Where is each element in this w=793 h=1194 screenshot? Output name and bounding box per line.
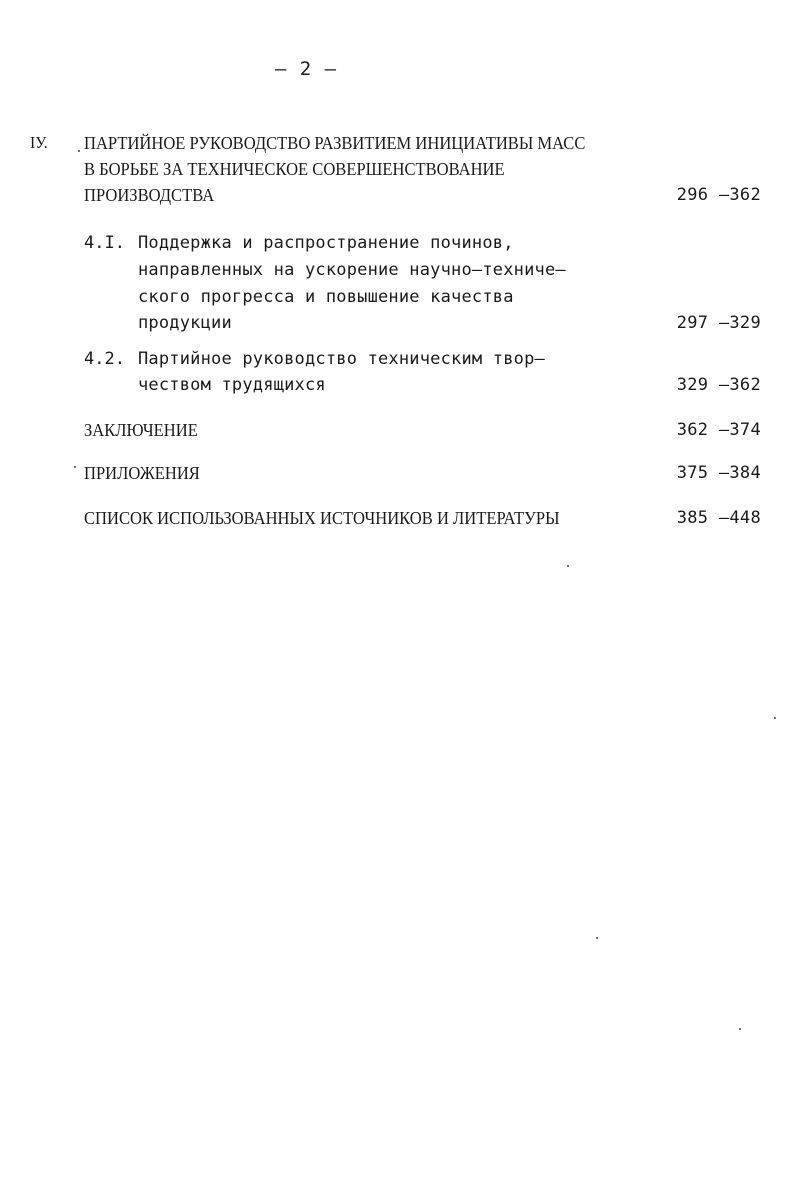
subsection-4-1-number: 4.I. bbox=[84, 233, 125, 253]
subsection-4-2-line-1: Партийное руководство техническим твор– bbox=[138, 349, 545, 369]
section-iv-title-line-1: ПАРТИЙНОЕ РУКОВОДСТВО РАЗВИТИЕМ ИНИЦИАТИВЫ МАСС bbox=[84, 133, 586, 153]
scan-speck bbox=[774, 717, 776, 719]
section-iv-pages: 296 –362 bbox=[676, 185, 761, 205]
subsection-4-1-pages: 297 –329 bbox=[676, 313, 761, 333]
scan-speck bbox=[74, 466, 76, 468]
subsection-4-1-line-4: продукции bbox=[138, 313, 232, 333]
subsection-4-2-pages: 329 –362 bbox=[676, 375, 761, 395]
appendices-title: ПРИЛОЖЕНИЯ bbox=[84, 463, 200, 483]
sources-title: СПИСОК ИСПОЛЬЗОВАННЫХ ИСТОЧНИКОВ И ЛИТЕРАТУРЫ bbox=[84, 508, 560, 528]
scan-speck bbox=[596, 937, 598, 939]
subsection-4-2-line-2: чеством трудящихся bbox=[138, 375, 326, 395]
conclusion-title: ЗАКЛЮЧЕНИЕ bbox=[84, 420, 198, 440]
sources-pages: 385 –448 bbox=[676, 508, 761, 528]
scan-speck bbox=[739, 1028, 741, 1030]
conclusion-pages: 362 –374 bbox=[676, 420, 761, 440]
subsection-4-1-line-2: направленных на ускорение научно–техниче– bbox=[138, 260, 566, 280]
section-iv-number: IУ. bbox=[30, 133, 48, 152]
appendices-pages: 375 –384 bbox=[676, 463, 761, 483]
section-iv-title-line-3: ПРОИЗВОДСТВА bbox=[84, 185, 215, 205]
subsection-4-1-line-1: Поддержка и распространение починов, bbox=[138, 233, 514, 253]
scan-speck bbox=[567, 565, 569, 567]
page-number: – 2 – bbox=[274, 58, 338, 80]
section-iv-title-line-2: В БОРЬБЕ ЗА ТЕХНИЧЕСКОЕ СОВЕРШЕНСТВОВАНИЕ bbox=[84, 159, 505, 179]
subsection-4-1-line-3: ского прогресса и повышение качества bbox=[138, 287, 514, 307]
scan-speck bbox=[78, 150, 80, 152]
subsection-4-2-number: 4.2. bbox=[84, 349, 125, 369]
